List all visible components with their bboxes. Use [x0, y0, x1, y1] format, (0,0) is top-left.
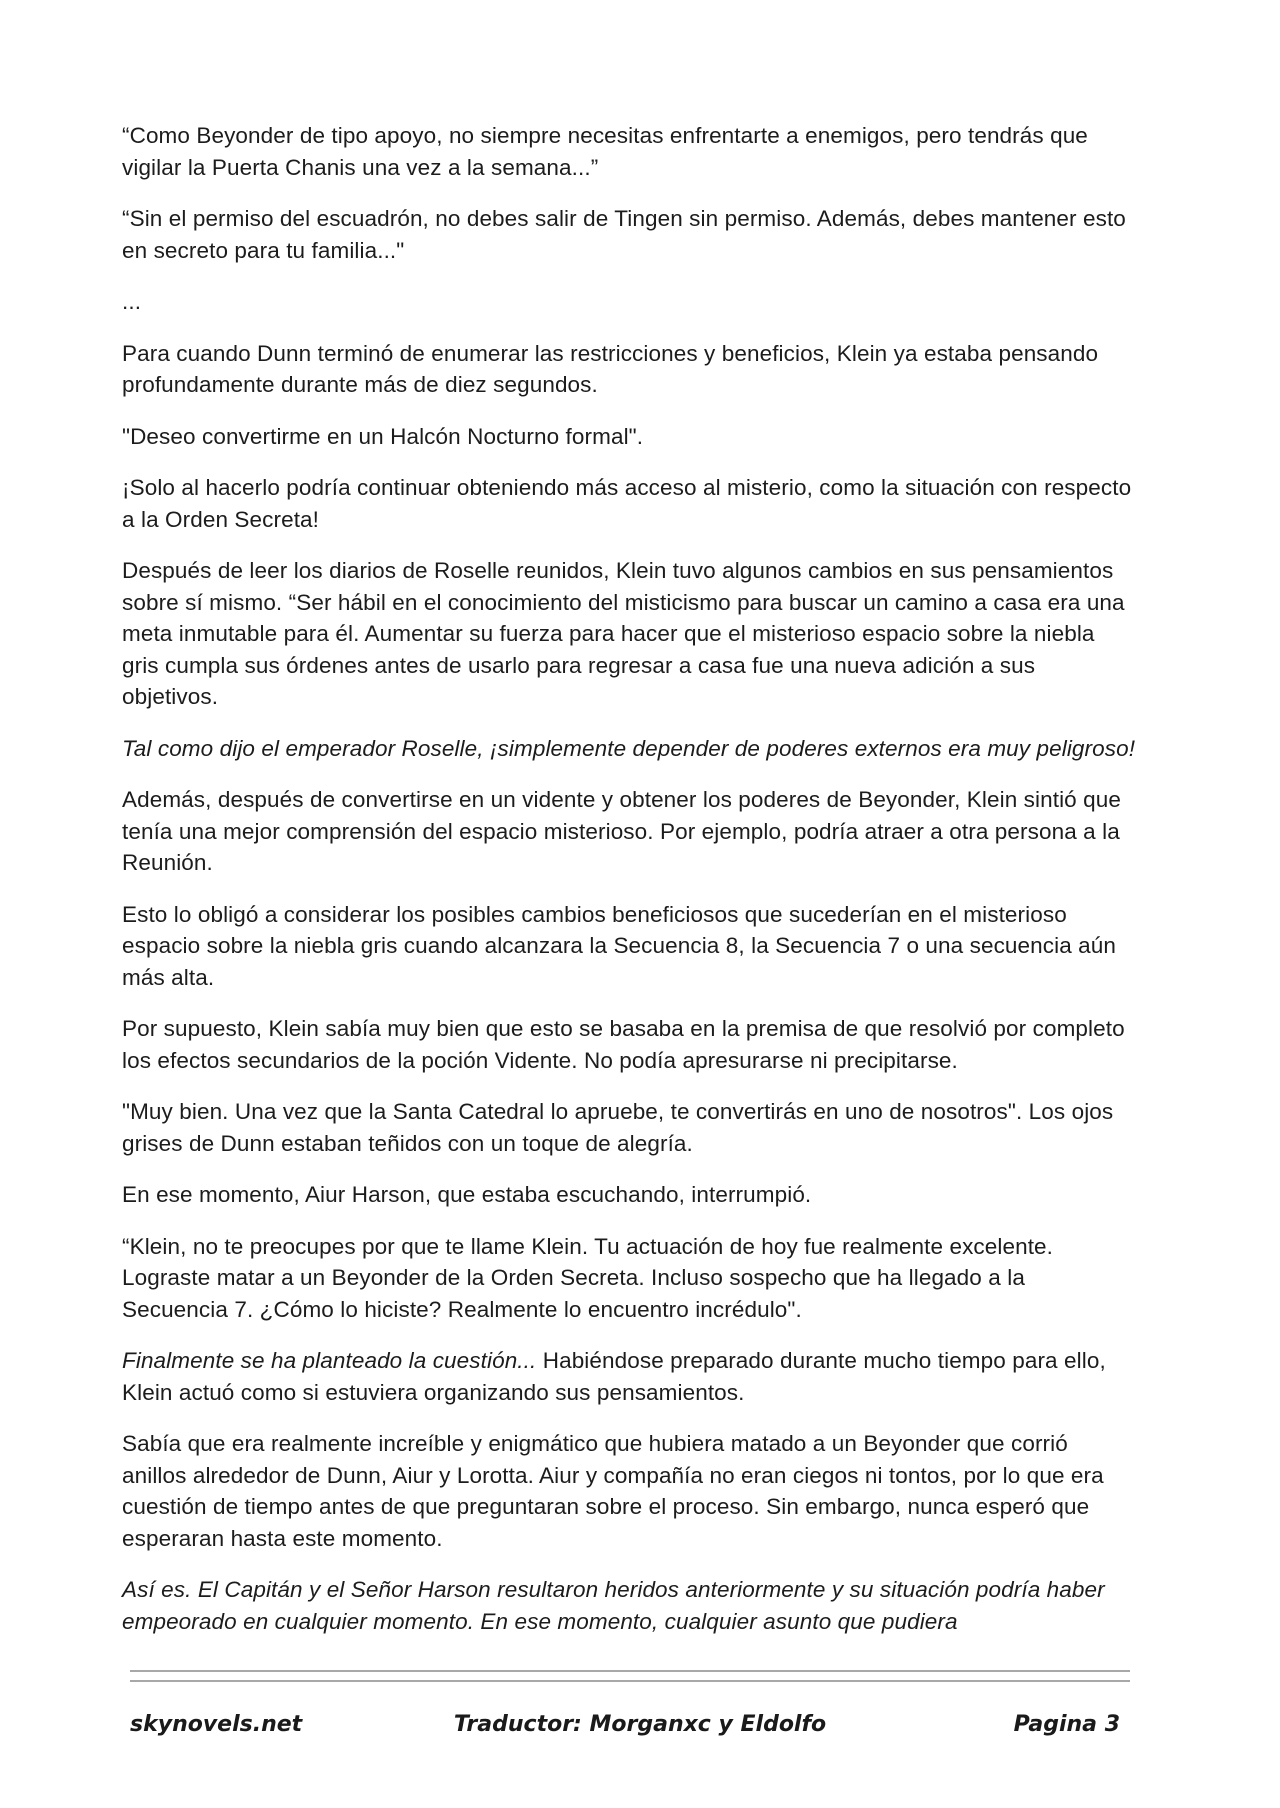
- footer-divider-bottom: [130, 1680, 1130, 1682]
- footer-site: skynovels.net: [130, 1712, 303, 1737]
- footer-divider-top: [130, 1670, 1130, 1672]
- paragraph: Además, después de convertirse en un vidente y obtener los poderes de Beyonder, Klein sintió que tenía una mejor comprensión del espacio misterioso. Por ejemplo, podría atraer a otra persona a la Reunión.: [122, 787, 1121, 875]
- paragraph: Por supuesto, Klein sabía muy bien que esto se basaba en la premisa de que resolvió por completo los efectos secundarios de la poción Vidente. No podía apresurarse ni precipitarse.: [122, 1016, 1125, 1073]
- paragraph: "Muy bien. Una vez que la Santa Catedral lo apruebe, te convertirás en uno de nosotros". Los ojos grises de Dunn estaban teñidos con un toque de alegría.: [122, 1099, 1114, 1156]
- paragraph: Esto lo obligó a considerar los posibles cambios beneficiosos que sucederían en el misterioso espacio sobre la niebla gris cuando alcanzara la Secuencia 8, la Secuencia 7 o una secuencia aún más alta.: [122, 901, 1117, 990]
- paragraph-mixed: [122, 1345, 1137, 1408]
- paragraph: Sabía que era realmente increíble y enigmático que hubiera matado a un Beyonder que corrió anillos alrededor de Dunn, Aiur y Lorotta. Aiur y compañía no eran ciegos ni tontos, por lo que era cuestión de tiempo antes de que preguntaran sobre el proceso. Sin embargo, nunca esperó que esperaran hasta este momento.: [122, 1431, 1104, 1551]
- paragraph: ¡Solo al hacerlo podría continuar obteniendo más acceso al misterio, como la situación con respecto a la Orden Secreta!: [122, 475, 1132, 532]
- paragraph-italic: Tal como dijo el emperador Roselle, ¡simplemente depender de poderes externos era muy peligroso!: [122, 735, 1136, 761]
- paragraph: Después de leer los diarios de Roselle reunidos, Klein tuvo algunos cambios en sus pensamientos sobre sí mismo. “Ser hábil en el conocimiento del misticismo para buscar un camino a casa era una meta inmutable para él. Aumentar su fuerza para hacer que el misterioso espacio sobre la niebla gris cumpla sus órdenes antes de usarlo para regresar a casa fue una nueva adición a sus objetivos.: [122, 558, 1125, 709]
- paragraph: “Klein, no te preocupes por que te llame Klein. Tu actuación de hoy fue realmente excelente. Lograste matar a un Beyonder de la Orden Secreta. Incluso sospecho que ha llegado a la Secuencia 7. ¿Cómo lo hiciste? Realmente lo encuentro incrédulo".: [122, 1233, 1054, 1322]
- footer-page-number: Pagina 3: [1013, 1712, 1120, 1737]
- paragraph: “Sin el permiso del escuadrón, no debes salir de Tingen sin permiso. Además, debes mantener esto en secreto para tu familia...": [122, 206, 1126, 263]
- paragraph: "Deseo convertirme en un Halcón Nocturno formal".: [122, 423, 644, 449]
- paragraph: Para cuando Dunn terminó de enumerar las restricciones y beneficios, Klein ya estaba pensando profundamente durante más de diez segundos.: [122, 340, 1099, 397]
- paragraph: “Como Beyonder de tipo apoyo, no siempre necesitas enfrentarte a enemigos, pero tendrás que vigilar la Puerta Chanis una vez a la semana...”: [122, 123, 1088, 180]
- paragraph: ...: [122, 289, 142, 314]
- paragraph-italic-span: Finalmente se ha planteado la cuestión...: [122, 1348, 537, 1373]
- paragraph-italic: Así es. El Capitán y el Señor Harson resultaron heridos anteriormente y su situación podría haber empeorado en cualquier momento. En ese momento, cualquier asunto que pudiera: [122, 1577, 1105, 1634]
- document-body: [122, 120, 1137, 1657]
- paragraph: En ese momento, Aiur Harson, que estaba escuchando, interrumpió.: [122, 1182, 812, 1207]
- paragraph-normal-span: Habiéndose preparado durante mucho tiempo para ello, Klein actuó como si estuviera organizando sus pensamientos.: [122, 1348, 1106, 1405]
- footer-translator: Traductor: Morganxc y Eldolfo: [453, 1712, 827, 1737]
